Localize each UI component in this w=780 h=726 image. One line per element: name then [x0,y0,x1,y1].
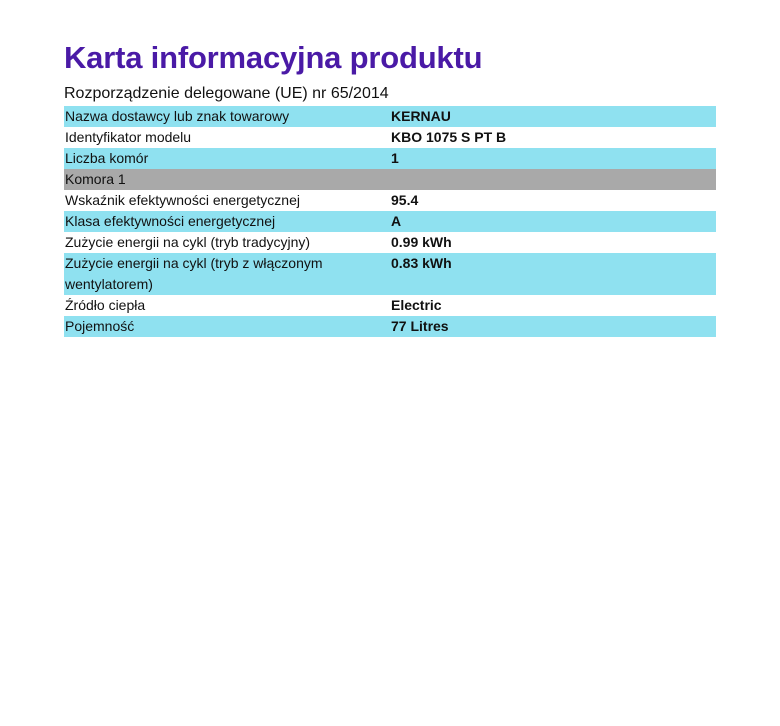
row-value: 95.4 [389,190,716,211]
section-header-row [64,169,716,190]
page-title: Karta informacyjna produktu [64,40,483,75]
row-value: 0.99 kWh [389,232,716,253]
row-label: Źródło ciepła [64,295,389,316]
section-value [389,169,716,190]
row-value: Electric [389,295,716,316]
row-label: Identyfikator modelu [64,127,389,148]
table-row [64,127,716,148]
table-row [64,232,716,253]
row-label: Zużycie energii na cykl (tryb tradycyjny) [64,232,389,253]
table-row [64,106,716,127]
row-value: A [389,211,716,232]
table-row [64,253,716,295]
table-row [64,211,716,232]
row-label: Liczba komór [64,148,389,169]
table-row [64,316,716,337]
row-label: Zużycie energii na cykl (tryb z włączonym wentylatorem) [64,253,389,295]
row-value: 0.83 kWh [389,253,716,295]
row-value: KERNAU [389,106,716,127]
row-value: 77 Litres [389,316,716,337]
regulation-subtitle: Rozporządzenie delegowane (UE) nr 65/2014 [64,85,389,102]
table-row [64,190,716,211]
table-row [64,295,716,316]
product-info-table [64,106,716,337]
row-label: Nazwa dostawcy lub znak towarowy [64,106,389,127]
row-value: 1 [389,148,716,169]
row-label: Pojemność [64,316,389,337]
row-label: Klasa efektywności energetycznej [64,211,389,232]
row-value: KBO 1075 S PT B [389,127,716,148]
section-label: Komora 1 [64,169,389,190]
table-row [64,148,716,169]
row-label: Wskaźnik efektywności energetycznej [64,190,389,211]
product-information-sheet [64,38,716,337]
